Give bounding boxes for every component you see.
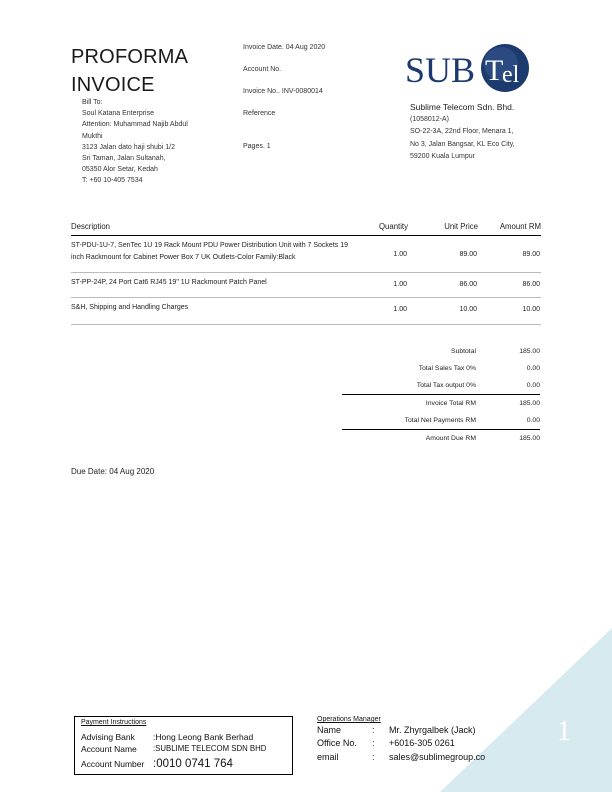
operations-title: Operations Manager	[317, 716, 381, 723]
invoice-total-row	[342, 394, 540, 412]
advising-bank-row	[81, 732, 253, 742]
item-amount: 86.00	[478, 273, 541, 298]
logo-text-sub: SUB	[405, 50, 476, 90]
bill-to-line: T: +60 10-405 7534	[82, 177, 143, 185]
company-info	[410, 101, 515, 164]
bill-to-label: Bill To:	[82, 99, 103, 106]
document-title	[71, 43, 188, 99]
bill-to-line: Mukthi	[82, 132, 103, 140]
ops-colon: :	[372, 751, 375, 762]
logo-text-t: T	[485, 54, 504, 87]
totals-block	[342, 343, 540, 447]
amount-due-row	[342, 429, 540, 447]
due-date: Due Date: 04 Aug 2020	[71, 467, 155, 476]
company-line: SO-22-3A, 22nd Floor, Menara 1,	[410, 128, 514, 135]
title-line-2: INVOICE	[71, 74, 155, 96]
account-number-value: :0010 0741 764	[153, 758, 233, 770]
email-link[interactable]: sales@sublimegroup.co	[389, 751, 486, 762]
page-number: 1	[557, 716, 571, 747]
account-number-row	[81, 758, 233, 770]
advising-bank-label: Advising Bank	[81, 732, 135, 742]
company-name: Sublime Telecom Sdn. Bhd.	[410, 102, 515, 112]
bill-to-block	[82, 97, 188, 187]
bill-to-line: Attention: Muhammad Najib Abdul	[82, 121, 188, 129]
ops-label: Office No.	[317, 738, 357, 749]
item-unit-price: 10.00	[408, 297, 478, 325]
total-label: Total Net Payments RM	[404, 417, 476, 424]
item-unit-price: 86.00	[408, 273, 478, 298]
ops-colon: :	[372, 724, 375, 735]
bill-to-line: 05350 Alor Setar, Kedah	[82, 166, 158, 174]
total-value: 0.00	[526, 417, 540, 424]
company-logo	[405, 42, 530, 94]
invoice-date: Invoice Date. 04 Aug 2020	[243, 44, 326, 51]
total-label: Amount Due RM	[425, 435, 476, 442]
reference: Reference	[243, 110, 276, 117]
item-quantity: 1.00	[356, 236, 408, 273]
table-header-row	[71, 219, 541, 236]
ops-label: Name	[317, 724, 342, 735]
logo-text-el: el	[502, 62, 520, 88]
ops-colon: :	[372, 738, 375, 749]
ops-value: +6016-305 0261	[389, 738, 455, 749]
bill-to-line: Soul Katana Enterprise	[82, 110, 154, 118]
item-amount: 89.00	[478, 236, 541, 273]
item-description: ST-PDU-1U-7, SenTec 1U 19 Rack Mount PDU Power Distribution Unit with 7 Sockets 19 inch Rackmount for Cabinet Power Box 7 UK Outlets-Color Family:Black	[71, 236, 356, 273]
line-items-table	[71, 219, 541, 325]
ops-row	[317, 750, 485, 764]
item-quantity: 1.00	[356, 273, 408, 298]
account-no: Account No.	[243, 66, 282, 73]
item-quantity: 1.00	[356, 297, 408, 325]
account-name-label: Account Name	[81, 744, 137, 754]
total-label: Total Tax output 0%	[416, 382, 476, 389]
item-unit-price: 89.00	[408, 236, 478, 273]
total-value: 185.00	[519, 400, 540, 407]
total-label: Subtotal	[451, 348, 476, 355]
table-row	[71, 236, 541, 273]
account-number-label: Account Number	[81, 759, 145, 769]
net-payments-row	[342, 412, 540, 429]
total-label: Invoice Total RM	[425, 400, 476, 407]
header-quantity: Quantity	[356, 219, 408, 236]
invoice-number: Invoice No.. INV-0080014	[243, 88, 323, 95]
item-amount: 10.00	[478, 297, 541, 325]
subtotal-row	[342, 343, 540, 360]
ops-row	[317, 723, 485, 737]
ops-value: Mr. Zhyrgalbek (Jack)	[389, 724, 476, 735]
ops-label: email	[317, 751, 339, 762]
sales-tax-row	[342, 360, 540, 377]
total-label: Total Sales Tax 0%	[418, 365, 476, 372]
advising-bank-value: :Hong Leong Bank Berhad	[153, 732, 254, 742]
header-unit-price: Unit Price	[408, 219, 478, 236]
total-value: 0.00	[526, 382, 540, 389]
total-value: 185.00	[519, 348, 540, 355]
company-line: No 3, Jalan Bangsar, KL Eco City,	[410, 140, 515, 148]
title-line-1: PROFORMA	[71, 46, 189, 68]
header-amount: Amount RM	[478, 219, 541, 236]
total-value: 0.00	[526, 365, 540, 372]
tax-output-row	[342, 377, 540, 394]
total-value: 185.00	[519, 435, 540, 442]
item-description: ST-PP-24P, 24 Port Cat6 RJ45 19" 1U Rackmount Patch Panel	[71, 273, 356, 298]
payment-title: Payment Instructions	[81, 719, 147, 726]
table-row	[71, 297, 541, 325]
item-description: S&H, Shipping and Handling Charges	[71, 297, 356, 325]
company-line: (1058012-A)	[410, 115, 449, 123]
bill-to-line: Sri Taman, Jalan Sultanah,	[82, 155, 166, 163]
ops-row	[317, 737, 485, 751]
bill-to-line: 3123 Jalan dato haji shubi 1/2	[82, 143, 176, 151]
pages: Pages. 1	[243, 143, 271, 150]
operations-manager-block	[317, 716, 485, 764]
company-line: 59200 Kuala Lumpur	[410, 153, 475, 160]
table-row	[71, 273, 541, 298]
header-description: Description	[71, 219, 356, 236]
account-name-value: :SUBLIME TELECOM SDN BHD	[153, 744, 267, 753]
payment-instructions-box	[74, 716, 293, 775]
account-name-row	[81, 744, 266, 754]
